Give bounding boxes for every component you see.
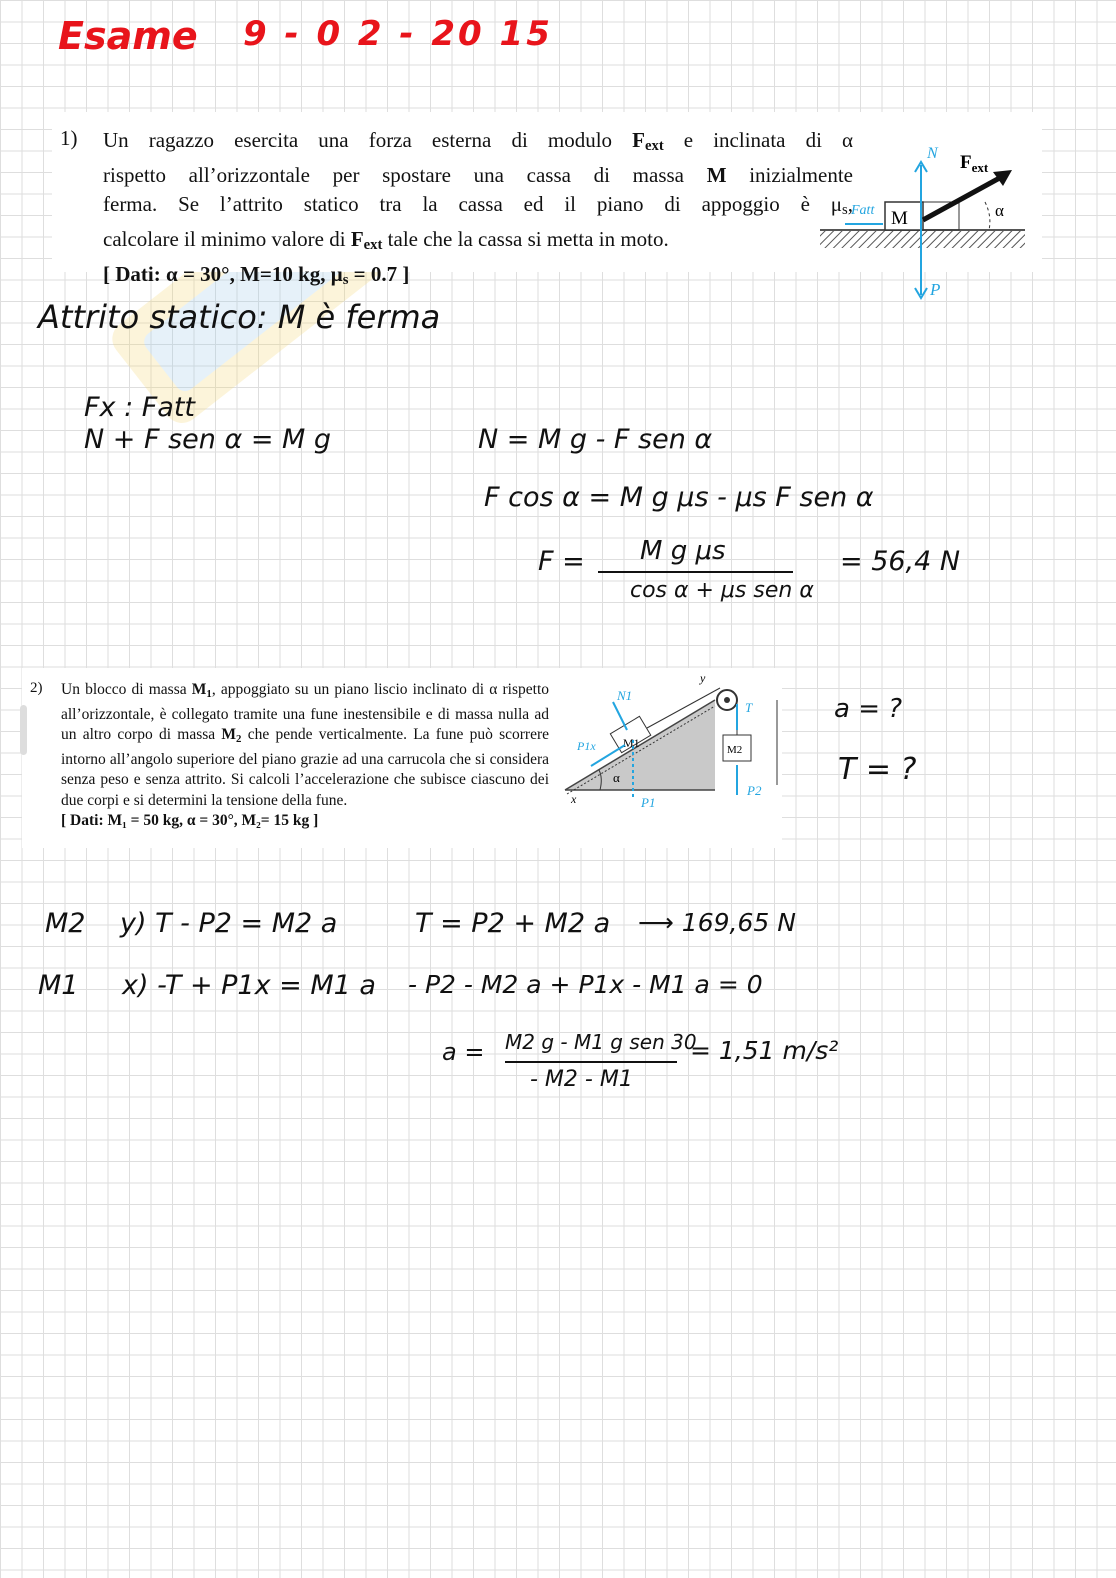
notes-1-f-denominator: cos α + μs sen α <box>630 578 814 603</box>
notes-1-fraction-bar <box>598 571 793 573</box>
title-date: 9 - 0 2 - 20 15 <box>243 14 553 54</box>
n1-vector <box>613 702 627 730</box>
notes-2-fraction-bar <box>505 1061 677 1063</box>
notes-2-sum-eq: - P2 - M2 a + P1x - M1 a = 0 <box>408 970 763 999</box>
notes-2-m2-label: M2 <box>45 908 86 939</box>
problem-1-line: calcolare il minimo valore di $F_{ext}$ tale che la cassa si metta in moto. <box>103 227 669 253</box>
floor-hatch <box>820 230 1025 248</box>
problem-1-line: ferma. Se l’attrito statico tra la cassa ed il piano di appoggio è $\mu_s$, <box>103 192 853 218</box>
block-m2-label: M2 <box>727 744 743 756</box>
problem-1-line: Un ragazzo esercita una forza esterna di modulo $F_{ext}$ e inclinata di α <box>103 128 853 154</box>
notes-1-system-y: N + F sen α = M g <box>84 424 332 455</box>
notes-2-a-numerator: M2 g - M1 g sen 30 <box>505 1030 697 1054</box>
notes-1-heading: Attrito statico: M è ferma <box>38 298 441 336</box>
problem-1-line: rispetto all’orizzontale per spostare una cassa di massa M inizialmente <box>103 163 853 187</box>
angle-label: α <box>995 201 1004 220</box>
page-title <box>58 14 198 58</box>
angle-label-2: α <box>613 770 620 785</box>
force-label: $F_{ext}$ <box>960 152 989 175</box>
notes-2-a-lhs: a = <box>442 1038 485 1066</box>
n1-label: N1 <box>617 688 633 703</box>
notes-2-m2-eq: y) T - P2 = M2 a <box>120 908 338 939</box>
problem-2-text: Un blocco di massa $M_1$, appoggiato su un piano liscio inclinato di α rispetto all’orizzontale, è collegato tramite una fune inestensibile e di massa nulla ad un altro corpo di massa $M_2$ che pende verticalmente. La fune può scorrere intorno all’angolo superiore del piano grazie ad una carrucola che si considera senza peso e senza attrito. Si calcoli l’accelerazione che subisce ciascuno dei due corpi e si determini la tensione della fune. [ Dati: M₁ = 50 kg, α = 30°, M₂= 15 kg ] <box>61 680 549 832</box>
block-m1-label: M1 <box>623 736 640 750</box>
page-edge-marker <box>20 705 27 755</box>
notes-2-m1-label: M1 <box>38 970 79 1001</box>
question-a: a = ? <box>834 694 903 724</box>
notes-2-m1-eq: x) -T + P1x = M1 a <box>122 970 376 1001</box>
pulley-axle <box>724 697 730 703</box>
notes-1-f-result: = 56,4 N <box>840 546 961 577</box>
notes-1-normal-eq: N = M g - F sen α <box>478 424 713 455</box>
problem-1-number: 1) <box>60 126 78 150</box>
figure-1-box-on-floor <box>815 130 1035 305</box>
notes-1-system-x: Fx : Fatt <box>84 392 196 423</box>
t-label: T <box>745 700 753 715</box>
notes-1-f-numerator: M g μs <box>640 536 726 566</box>
problem-1-text <box>103 126 853 295</box>
notes-2-t-eq: T = P2 + M2 a <box>415 908 611 939</box>
notes-1-force-eq: F cos α = M g μs - μs F sen α <box>484 482 874 513</box>
x-axis-label: x <box>571 792 577 806</box>
problem-2-data: [ Dati: M₁ = 50 kg, α = 30°, M₂= 15 kg ] <box>61 812 319 829</box>
box-m-label: M <box>891 208 908 229</box>
question-t: T = ? <box>838 752 917 787</box>
figure-2-incline-pulley <box>555 670 790 815</box>
notes-2-t-result: ⟶ 169,65 N <box>638 908 796 937</box>
weight-label: P <box>930 280 941 299</box>
force-arrow <box>923 175 1005 220</box>
y-axis-label: y <box>700 671 706 685</box>
p2-label: P2 <box>747 783 762 798</box>
p1-label: P1 <box>641 795 656 810</box>
notes-2-a-denominator: - M2 - M1 <box>530 1067 633 1092</box>
notes-2-a-result: = 1,51 m/s² <box>690 1036 839 1065</box>
problem-2-number: 2) <box>30 680 43 696</box>
problem-1-data: [ Dati: α = 30°, M=10 kg, $\mu_s = 0.7$ ] <box>103 262 410 288</box>
p1x-label: P1x <box>577 739 596 753</box>
title-label: Esame <box>58 14 198 58</box>
notes-1-f-lhs: F = <box>538 546 585 577</box>
normal-label: N <box>927 145 938 162</box>
angle-arc <box>985 202 990 230</box>
friction-label: Fatt <box>851 203 875 218</box>
